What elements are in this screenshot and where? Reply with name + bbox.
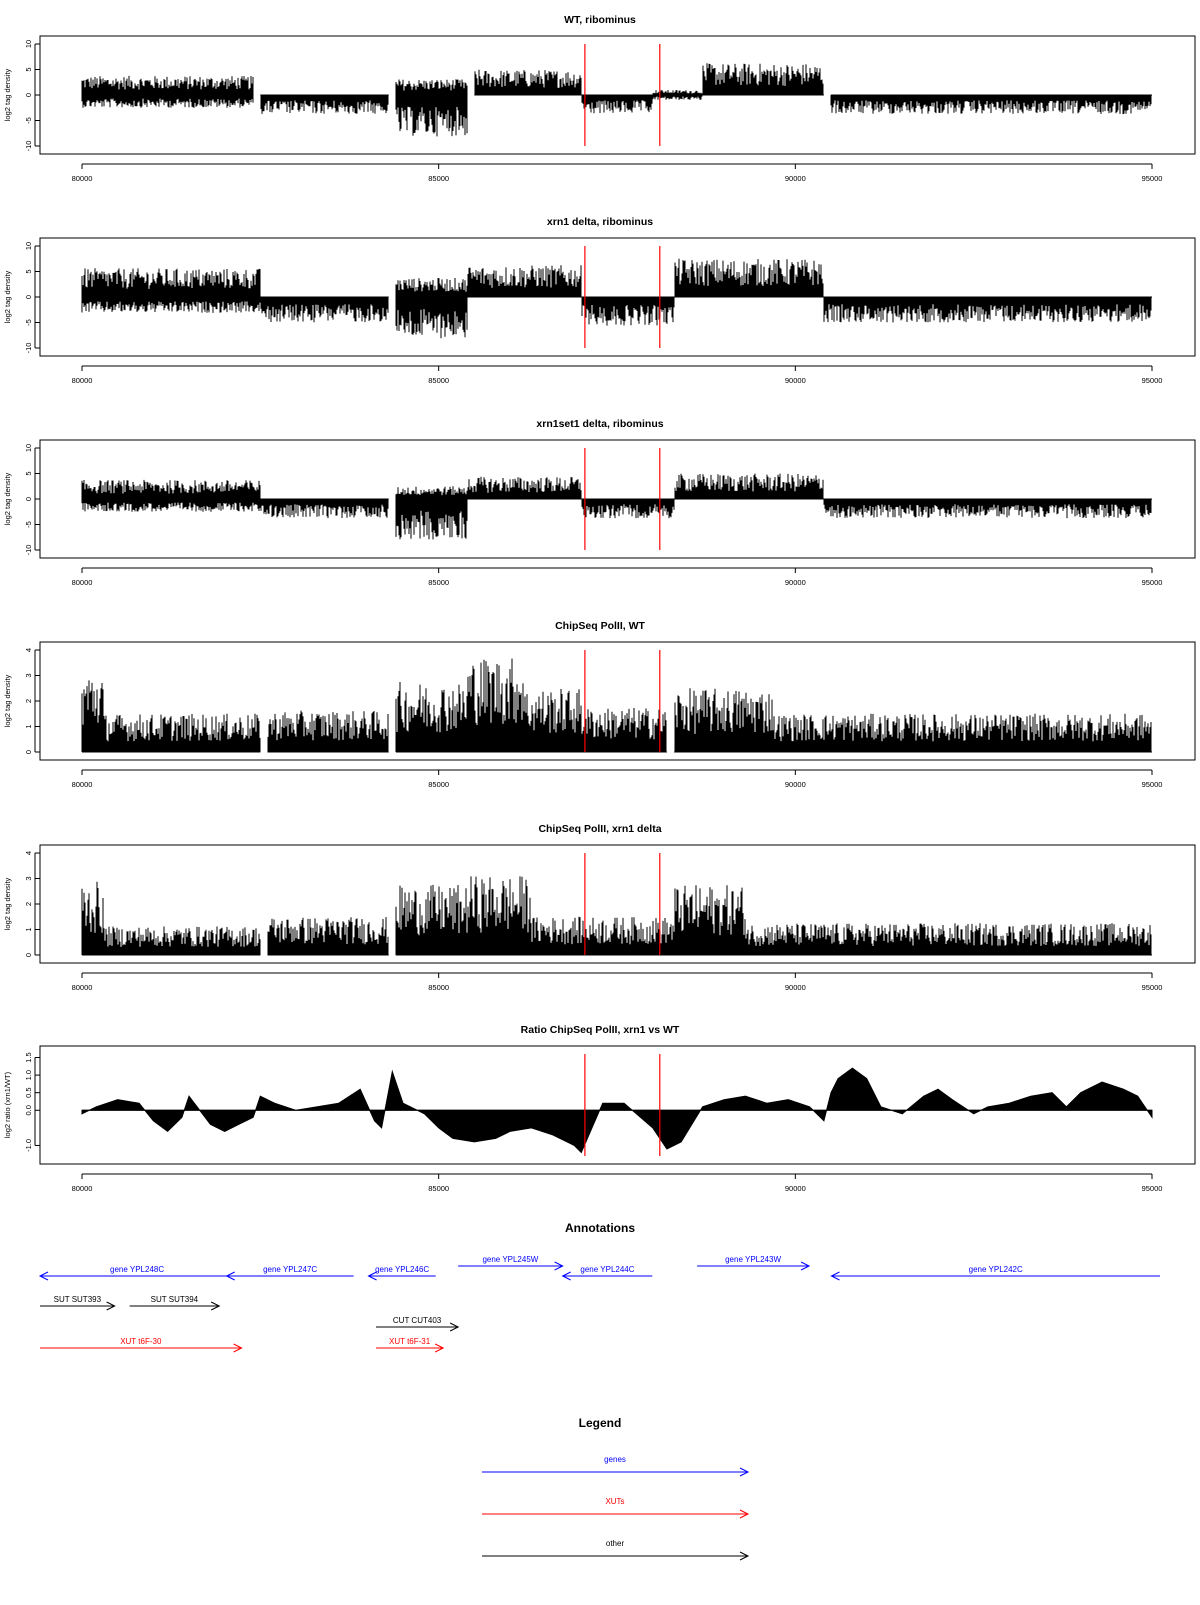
x-tick-label: 80000 [71, 983, 93, 992]
panel-title: Ratio ChipSeq PolII, xrn1 vs WT [520, 1024, 680, 1036]
panel-5 [3, 823, 1195, 992]
annotation-gene [563, 1265, 653, 1280]
x-tick-label: 85000 [428, 578, 450, 587]
x-tick-label: 95000 [1141, 983, 1163, 992]
legend-item-xut [482, 1497, 748, 1518]
y-axis-label: log2 tag density [3, 877, 12, 931]
annotations-title: Annotations [565, 1221, 635, 1235]
y-tick-label: -5 [24, 117, 33, 124]
x-tick-label: 85000 [428, 1184, 450, 1193]
y-tick-label: -10 [24, 342, 33, 354]
y-tick-label: 1 [24, 724, 33, 729]
y-tick-label: 1 [24, 927, 33, 932]
legend-section [482, 1416, 748, 1560]
x-tick-label: 90000 [784, 174, 806, 183]
x-tick-label: 90000 [784, 376, 806, 385]
legend-label: XUTs [605, 1497, 625, 1506]
x-tick-label: 90000 [784, 983, 806, 992]
annotation-gene [458, 1255, 563, 1270]
panel-1 [3, 14, 1195, 183]
x-tick-label: 80000 [71, 1184, 93, 1193]
annotation-other [40, 1295, 115, 1310]
y-tick-label: -10 [24, 140, 33, 152]
x-tick-label: 85000 [428, 780, 450, 789]
panel-title: ChipSeq PolII, xrn1 delta [538, 823, 662, 835]
annotation-gene [40, 1265, 234, 1280]
legend-title: Legend [578, 1416, 622, 1430]
annotations-section [40, 1221, 1160, 1352]
y-tick-label: 1.5 [24, 1052, 33, 1063]
y-tick-label: 10 [24, 443, 33, 453]
y-tick-label: 0 [24, 749, 33, 755]
x-tick-label: 90000 [784, 780, 806, 789]
y-axis-label: log2 tag density [3, 472, 12, 526]
legend-item-gene [482, 1455, 748, 1476]
x-tick-label: 80000 [71, 780, 93, 789]
density-bars [82, 259, 1152, 339]
y-tick-label: 0 [24, 496, 33, 502]
y-tick-label: 5 [24, 269, 33, 274]
y-axis-label: log2 ratio (xrn1/WT) [3, 1071, 12, 1139]
panel-4 [3, 620, 1195, 789]
x-tick-label: 80000 [71, 376, 93, 385]
annotation-label: gene YPL243W [725, 1255, 782, 1264]
x-tick-label: 80000 [71, 578, 93, 587]
y-tick-label: 5 [24, 471, 33, 476]
y-tick-label: 0 [24, 92, 33, 98]
annotation-label: SUT SUT393 [53, 1295, 102, 1304]
annotation-label: gene YPL245W [482, 1255, 539, 1264]
y-axis-label: log2 tag density [3, 270, 12, 324]
annotation-xut [376, 1337, 443, 1352]
y-tick-label: 3 [24, 876, 33, 881]
x-tick-label: 95000 [1141, 376, 1163, 385]
annotation-other [130, 1295, 220, 1310]
annotation-label: XUT t6F-31 [388, 1337, 431, 1346]
panels-layer [3, 14, 1195, 1193]
annotation-label: XUT t6F-30 [120, 1337, 162, 1346]
annotation-label: gene YPL248C [110, 1265, 165, 1274]
panel-3 [3, 418, 1195, 587]
panel-title: xrn1 delta, ribominus [546, 216, 654, 228]
y-tick-label: 0.0 [24, 1105, 33, 1116]
annotation-gene [227, 1265, 354, 1280]
legend-label: genes [604, 1455, 626, 1464]
panel-title: ChipSeq PolII, WT [555, 620, 645, 632]
x-tick-label: 85000 [428, 376, 450, 385]
x-tick-label: 95000 [1141, 174, 1163, 183]
y-tick-label: 4 [24, 850, 33, 856]
density-bars [82, 659, 1152, 752]
panel-2 [3, 216, 1195, 385]
y-axis-label: log2 tag density [3, 68, 12, 122]
y-tick-label: -10 [24, 544, 33, 556]
density-bars [82, 474, 1152, 540]
y-tick-label: 1.0 [24, 1069, 33, 1081]
y-tick-label: -5 [24, 319, 33, 326]
annotation-label: gene YPL247C [263, 1265, 318, 1274]
annotation-label: SUT SUT394 [150, 1295, 199, 1304]
y-tick-label: 4 [24, 647, 33, 653]
annotation-other [376, 1316, 458, 1331]
annotation-label: gene YPL242C [968, 1265, 1023, 1274]
x-tick-label: 85000 [428, 983, 450, 992]
x-tick-label: 95000 [1141, 780, 1163, 789]
annotation-label: gene YPL244C [580, 1265, 635, 1274]
x-tick-label: 95000 [1141, 1184, 1163, 1193]
y-tick-label: -5 [24, 521, 33, 528]
y-tick-label: 3 [24, 673, 33, 678]
y-tick-label: -1.0 [24, 1138, 33, 1152]
y-tick-label: 5 [24, 67, 33, 72]
y-tick-label: 0 [24, 952, 33, 958]
y-tick-label: 2 [24, 698, 33, 704]
annotation-label: CUT CUT403 [392, 1316, 442, 1325]
y-axis-label: log2 tag density [3, 674, 12, 728]
annotation-xut [40, 1337, 242, 1352]
legend-label: other [605, 1539, 625, 1548]
panel-6 [3, 1024, 1195, 1193]
panel-title: WT, ribominus [564, 14, 636, 26]
x-tick-label: 95000 [1141, 578, 1163, 587]
x-tick-label: 85000 [428, 174, 450, 183]
y-tick-label: 0 [24, 294, 33, 300]
x-tick-label: 80000 [71, 174, 93, 183]
annotation-gene [697, 1255, 809, 1270]
x-tick-label: 90000 [784, 1184, 806, 1193]
y-tick-label: 0.5 [24, 1087, 33, 1098]
density-bars [82, 63, 1152, 136]
y-tick-label: 2 [24, 901, 33, 907]
legend-item-other [482, 1539, 748, 1560]
density-bars [82, 876, 1152, 955]
y-tick-label: 10 [24, 241, 33, 251]
panel-title: xrn1set1 delta, ribominus [536, 418, 664, 430]
y-tick-label: 10 [24, 39, 33, 49]
annotation-gene [369, 1265, 436, 1280]
annotation-label: gene YPL246C [375, 1265, 430, 1274]
x-tick-label: 90000 [784, 578, 806, 587]
annotation-gene [831, 1265, 1160, 1280]
